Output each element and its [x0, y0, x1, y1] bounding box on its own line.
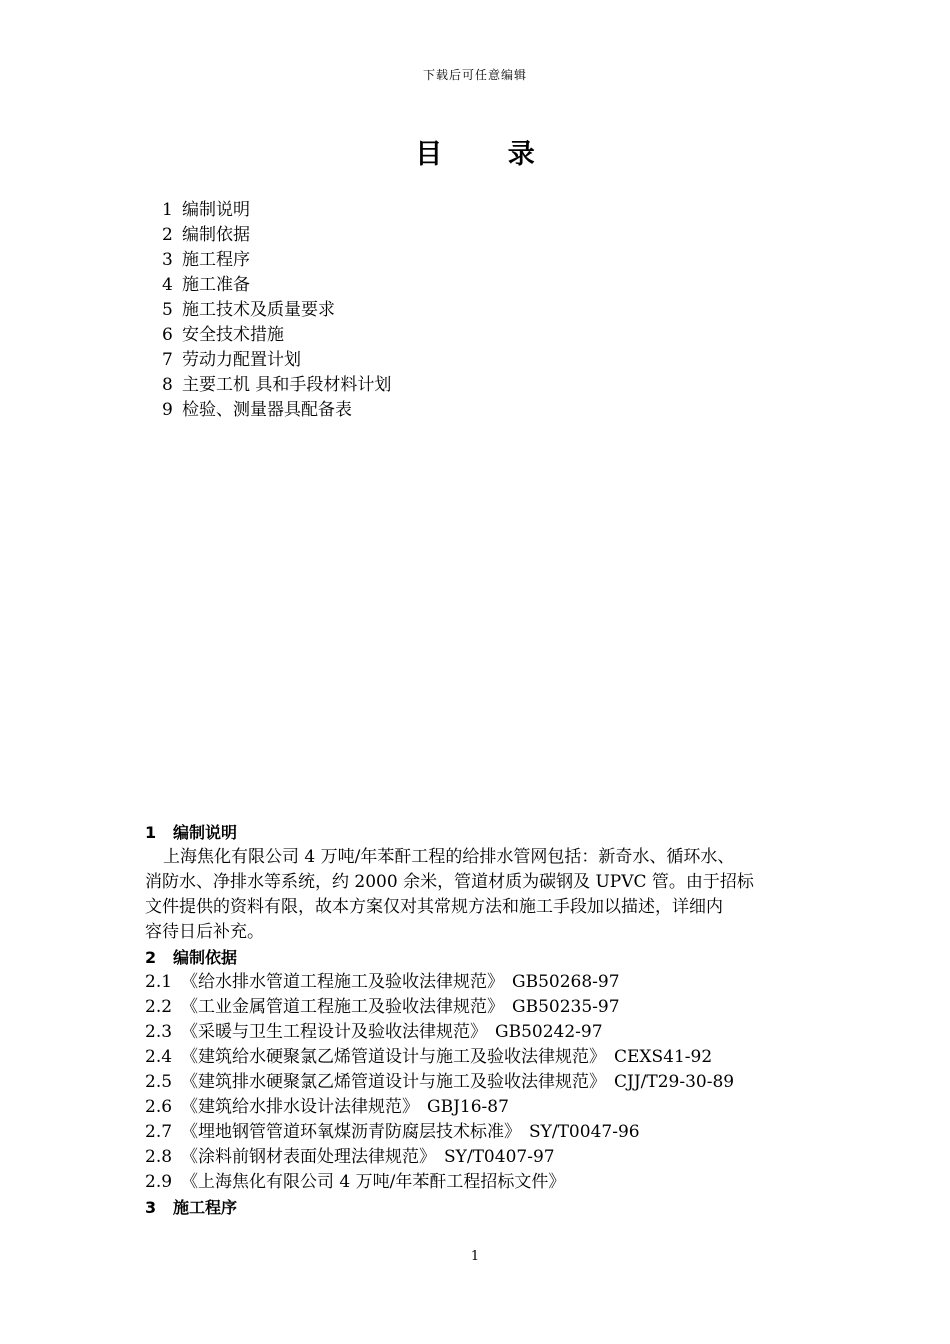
toc-item-number: 3 [162, 250, 173, 270]
toc-item[interactable] [162, 223, 391, 248]
section-heading-3 [145, 1195, 815, 1220]
section-number: 1 [145, 823, 157, 842]
toc-item-number: 6 [162, 325, 173, 345]
section-number: 3 [145, 1198, 157, 1217]
toc-item-number: 9 [162, 400, 173, 420]
reference-code: SY/T0407-97 [444, 1147, 555, 1167]
reference-number: 2.2 [145, 997, 173, 1017]
reference-title: 《涂料前钢材表面处理法律规范》 [181, 1147, 436, 1167]
section-number: 2 [145, 948, 157, 967]
reference-number: 2.1 [145, 972, 173, 992]
reference-number: 2.4 [145, 1047, 173, 1067]
paragraph-line: 上海焦化有限公司 4 万吨/年苯酐工程的给排水管网包括：新奇水、循环水、 [163, 847, 735, 867]
reference-code: CEXS41-92 [614, 1047, 713, 1067]
reference-item [145, 1020, 815, 1045]
reference-code: SY/T0047-96 [529, 1122, 640, 1142]
toc-item-label: 施工程序 [182, 250, 250, 270]
toc-item-label: 主要工机 具和手段材料计划 [182, 375, 392, 395]
reference-title: 《埋地钢管管道环氧煤沥青防腐层技术标准》 [181, 1122, 521, 1142]
reference-item [145, 970, 815, 995]
reference-number: 2.5 [145, 1072, 173, 1092]
toc-item-number: 7 [162, 350, 173, 370]
toc-item[interactable] [162, 323, 391, 348]
document-body [145, 820, 815, 1220]
toc-item-label: 检验、测量器具配备表 [182, 400, 352, 420]
reference-title: 《上海焦化有限公司 4 万吨/年苯酐工程招标文件》 [181, 1172, 566, 1192]
toc-item[interactable] [162, 373, 391, 398]
reference-number: 2.7 [145, 1122, 173, 1142]
page-number: 1 [470, 1249, 480, 1264]
reference-code: GB50242-97 [495, 1022, 603, 1042]
section-heading-2 [145, 945, 815, 970]
toc-item-label: 劳动力配置计划 [182, 350, 301, 370]
header-note: 下载后可任意编辑 [422, 68, 527, 82]
toc-item-number: 4 [162, 275, 173, 295]
toc-item[interactable] [162, 298, 391, 323]
reference-item [145, 1095, 815, 1120]
reference-title: 《给水排水管道工程施工及验收法律规范》 [181, 972, 504, 992]
section-title: 施工程序 [173, 1198, 238, 1217]
toc-item[interactable] [162, 398, 391, 423]
section-heading-1 [145, 820, 815, 845]
reference-item [145, 995, 815, 1020]
reference-title: 《采暖与卫生工程设计及验收法律规范》 [181, 1022, 487, 1042]
toc-item-label: 安全技术措施 [182, 325, 284, 345]
toc-item[interactable] [162, 348, 391, 373]
toc-item[interactable] [162, 248, 391, 273]
reference-code: GB50268-97 [512, 972, 620, 992]
section-title: 编制依据 [173, 948, 238, 967]
paragraph-line: 消防水、净排水等系统，约 2000 余米，管道材质为碳钢及 UPVC 管。由于招标 [145, 872, 754, 892]
toc-item-number: 1 [162, 200, 173, 220]
toc-item-number: 2 [162, 225, 173, 245]
toc-item[interactable] [162, 198, 391, 223]
reference-title: 《工业金属管道工程施工及验收法律规范》 [181, 997, 504, 1017]
reference-item [145, 1145, 815, 1170]
reference-number: 2.9 [145, 1172, 173, 1192]
reference-number: 2.3 [145, 1022, 173, 1042]
reference-code: CJJ/T29-30-89 [614, 1072, 735, 1092]
toc-title: 目 录 [415, 139, 563, 170]
table-of-contents [162, 198, 391, 423]
reference-code: GB50235-97 [512, 997, 620, 1017]
toc-item-label: 施工准备 [182, 275, 250, 295]
toc-item[interactable] [162, 273, 391, 298]
reference-title: 《建筑给水硬聚氯乙烯管道设计与施工及验收法律规范》 [181, 1047, 606, 1067]
paragraph-line: 文件提供的资料有限，故本方案仅对其常规方法和施工手段加以描述，详细内 [145, 897, 723, 917]
reference-item [145, 1070, 815, 1095]
reference-item [145, 1170, 815, 1195]
toc-item-label: 编制依据 [182, 225, 250, 245]
paragraph-line: 容待日后补充。 [145, 922, 264, 942]
toc-item-label: 施工技术及质量要求 [182, 300, 335, 320]
toc-item-number: 8 [162, 375, 173, 395]
reference-item [145, 1120, 815, 1145]
reference-code: GBJ16-87 [427, 1097, 509, 1117]
section-title: 编制说明 [173, 823, 238, 842]
reference-number: 2.8 [145, 1147, 173, 1167]
reference-title: 《建筑排水硬聚氯乙烯管道设计与施工及验收法律规范》 [181, 1072, 606, 1092]
reference-item [145, 1045, 815, 1070]
toc-item-label: 编制说明 [182, 200, 250, 220]
reference-title: 《建筑给水排水设计法律规范》 [181, 1097, 419, 1117]
toc-item-number: 5 [162, 300, 173, 320]
reference-number: 2.6 [145, 1097, 173, 1117]
